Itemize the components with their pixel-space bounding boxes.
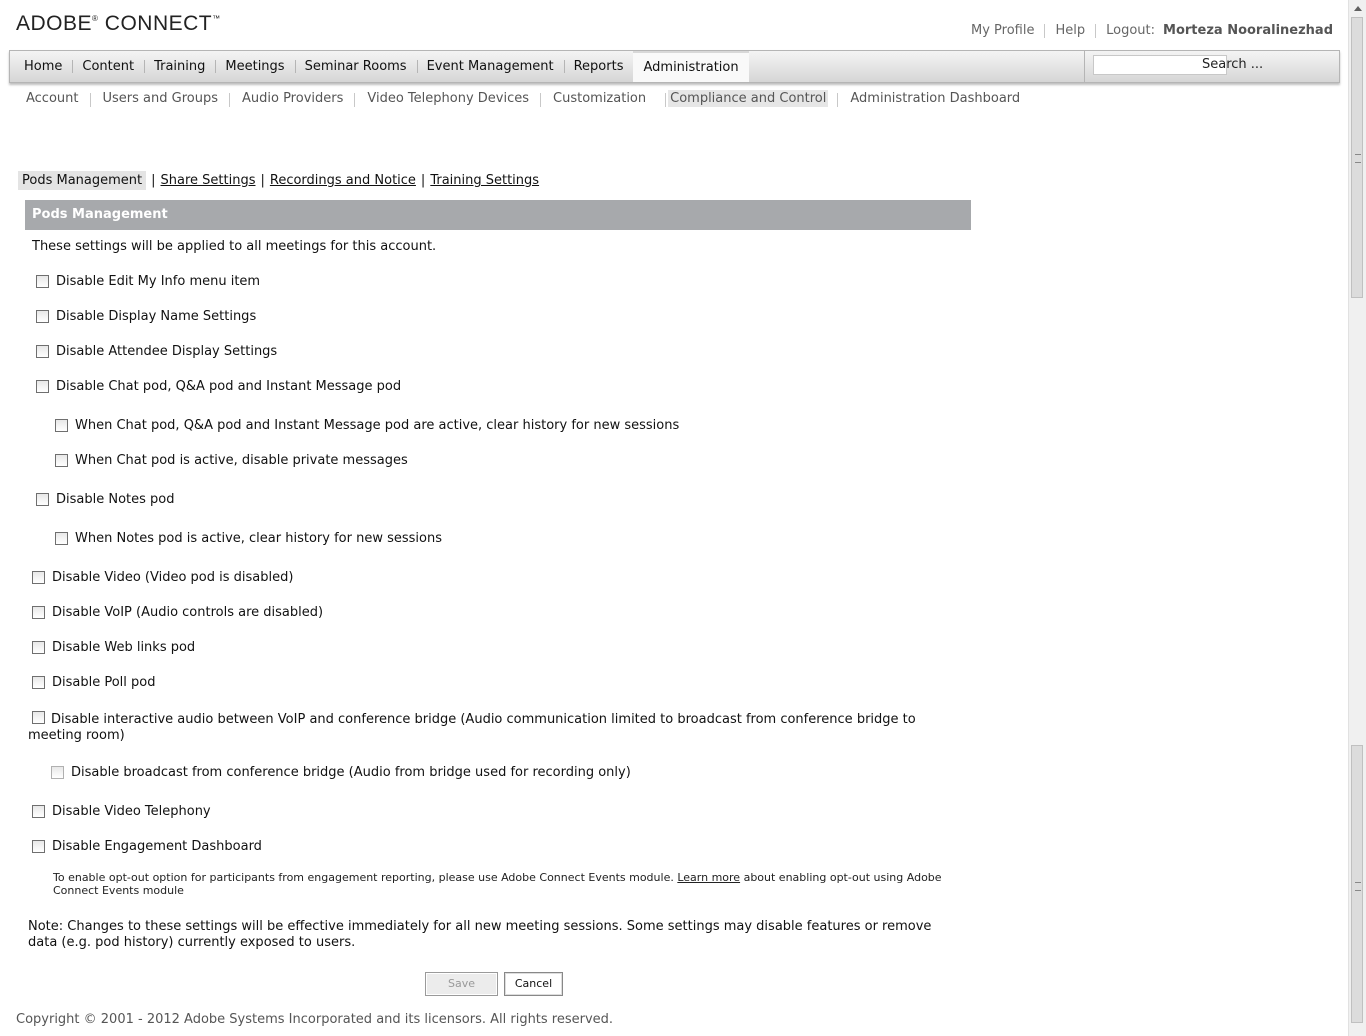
checkbox-notes-clear-history[interactable]: [55, 532, 68, 545]
tab-pods-management[interactable]: Pods Management: [18, 171, 146, 190]
admin-subnav: [16, 90, 1034, 107]
option-label: When Chat pod, Q&A pod and Instant Message pod are active, clear history for new sessions: [75, 418, 680, 433]
engagement-note: [53, 871, 968, 897]
option-edit-my-info: [36, 274, 260, 289]
tab-recordings-and-notice[interactable]: Recordings and Notice: [269, 173, 416, 188]
tab-separator: |: [260, 173, 265, 188]
nav-content[interactable]: Content: [72, 51, 144, 82]
option-label: Disable VoIP (Audio controls are disabled): [52, 605, 324, 620]
compliance-tabs: [18, 171, 539, 190]
option-label: Disable Edit My Info menu item: [56, 274, 261, 289]
divider: [1095, 24, 1096, 38]
subnav-compliance-and-control[interactable]: Compliance and Control: [670, 91, 827, 106]
option-label: Disable Web links pod: [52, 640, 196, 655]
option-label: Disable Display Name Settings: [56, 309, 257, 324]
option-engagement: [32, 839, 262, 854]
scrollbar-thumb[interactable]: [1351, 17, 1363, 298]
grip-icon: [1355, 882, 1361, 891]
option-weblinks: [32, 640, 195, 655]
save-button[interactable]: Save: [425, 972, 498, 996]
grip-icon: [1355, 154, 1361, 163]
divider: [1044, 24, 1045, 38]
option-label: Disable Chat pod, Q&A pod and Instant Message pod: [56, 379, 402, 394]
checkbox-interactive-audio[interactable]: [32, 711, 45, 724]
subnav-customization[interactable]: Customization: [543, 90, 656, 107]
inner-vertical-scrollbar[interactable]: [1348, 555, 1366, 1036]
cancel-button[interactable]: Cancel: [504, 972, 563, 996]
checkbox-poll[interactable]: [32, 676, 45, 689]
adobe-connect-logo: [16, 12, 221, 36]
nav-administration[interactable]: Administration: [633, 51, 748, 82]
subnav-administration-dashboard[interactable]: Administration Dashboard: [840, 90, 1030, 107]
checkbox-video[interactable]: [32, 571, 45, 584]
option-display-name: [36, 309, 256, 324]
option-label: Disable Notes pod: [56, 492, 175, 507]
search-area: [1084, 51, 1339, 82]
subnav-users-and-groups[interactable]: Users and Groups: [93, 90, 228, 107]
option-label: Disable Video Telephony: [52, 804, 211, 819]
scroll-up-icon[interactable]: [1354, 6, 1362, 11]
engagement-note-text-after: about enabling opt-out using Adobe Connect Events module: [53, 871, 942, 897]
subnav-video-telephony-devices[interactable]: Video Telephony Devices: [357, 90, 539, 107]
checkbox-notes[interactable]: [36, 493, 49, 506]
option-label: Disable Attendee Display Settings: [56, 344, 278, 359]
learn-more-link[interactable]: Learn more: [677, 871, 741, 884]
tab-share-settings[interactable]: Share Settings: [160, 173, 256, 188]
subnav-audio-providers[interactable]: Audio Providers: [232, 90, 353, 107]
option-poll: [32, 675, 156, 690]
engagement-note-text: To enable opt-out option for participants from engagement reporting, please use Adobe Connect Events module.: [53, 871, 678, 884]
settings-note: Note: Changes to these settings will be effective immediately for all new meeting sessions. Some settings may disable features or remove data (e.g. pod history) currently exposed to users.: [28, 919, 932, 950]
checkbox-display-name[interactable]: [36, 310, 49, 323]
option-chat-private: [55, 453, 408, 468]
tab-training-settings[interactable]: Training Settings: [430, 173, 540, 188]
nav-event-management[interactable]: Event Management: [417, 51, 564, 82]
option-notes-clear-history: [55, 531, 442, 546]
checkbox-chat-qa-im[interactable]: [36, 380, 49, 393]
panel-intro: These settings will be applied to all meetings for this account.: [32, 239, 437, 254]
nav-reports[interactable]: Reports: [564, 51, 634, 82]
option-chat-qa-im: [36, 379, 401, 394]
help-link[interactable]: Help: [1055, 23, 1086, 38]
subnav-account[interactable]: Account: [26, 91, 79, 106]
nav-training[interactable]: Training: [144, 51, 215, 82]
search-button[interactable]: Search ...: [1202, 57, 1264, 72]
logo-registered: ®: [92, 14, 99, 23]
option-interactive-audio: [28, 710, 948, 744]
option-voip: [32, 605, 323, 620]
checkbox-chat-clear-history[interactable]: [55, 419, 68, 432]
option-video: [32, 570, 293, 585]
option-label: When Chat pod is active, disable private messages: [75, 453, 408, 468]
logo-main: ADOBE: [16, 12, 93, 35]
option-broadcast-bridge: [51, 765, 631, 780]
option-label: When Notes pod is active, clear history for new sessions: [75, 531, 442, 546]
checkbox-edit-my-info[interactable]: [36, 275, 49, 288]
checkbox-chat-private[interactable]: [55, 454, 68, 467]
checkbox-broadcast-bridge[interactable]: [51, 766, 64, 779]
logo-second: CONNECT: [98, 12, 213, 35]
checkbox-attendee-display[interactable]: [36, 345, 49, 358]
logo-trademark: ™: [212, 14, 221, 23]
option-chat-clear-history: [55, 418, 679, 433]
inner-scrollbar-thumb[interactable]: [1351, 745, 1363, 1023]
main-nav: [9, 50, 1340, 83]
checkbox-voip[interactable]: [32, 606, 45, 619]
nav-meetings[interactable]: Meetings: [215, 51, 294, 82]
nav-home[interactable]: Home: [24, 59, 63, 74]
option-label: Disable Video (Video pod is disabled): [52, 570, 294, 585]
copyright-footer: Copyright © 2001 - 2012 Adobe Systems Incorporated and its licensors. All rights reserved.: [16, 1012, 614, 1027]
option-label: Disable Poll pod: [52, 675, 156, 690]
tab-separator: |: [420, 173, 426, 188]
checkbox-engagement[interactable]: [32, 840, 45, 853]
checkbox-video-telephony[interactable]: [32, 805, 45, 818]
my-profile-link[interactable]: My Profile: [971, 23, 1035, 38]
option-video-telephony: [32, 804, 211, 819]
panel-title: Pods Management: [25, 200, 971, 230]
checkbox-weblinks[interactable]: [32, 641, 45, 654]
logout-link[interactable]: Logout:: [1106, 23, 1156, 38]
user-links: [971, 23, 1333, 38]
option-label: Disable Engagement Dashboard: [52, 839, 262, 854]
option-attendee-display: [36, 344, 277, 359]
option-label: Disable broadcast from conference bridge (Audio from bridge used for recording only): [71, 765, 631, 780]
option-notes: [36, 492, 175, 507]
tab-separator: |: [151, 173, 156, 188]
option-label: Disable interactive audio between VoIP and conference bridge (Audio communication limited to broadcast from conference bridge to meeting room): [28, 712, 916, 743]
nav-seminar-rooms[interactable]: Seminar Rooms: [295, 51, 417, 82]
user-name: Morteza Nooralinezhad: [1163, 23, 1333, 38]
